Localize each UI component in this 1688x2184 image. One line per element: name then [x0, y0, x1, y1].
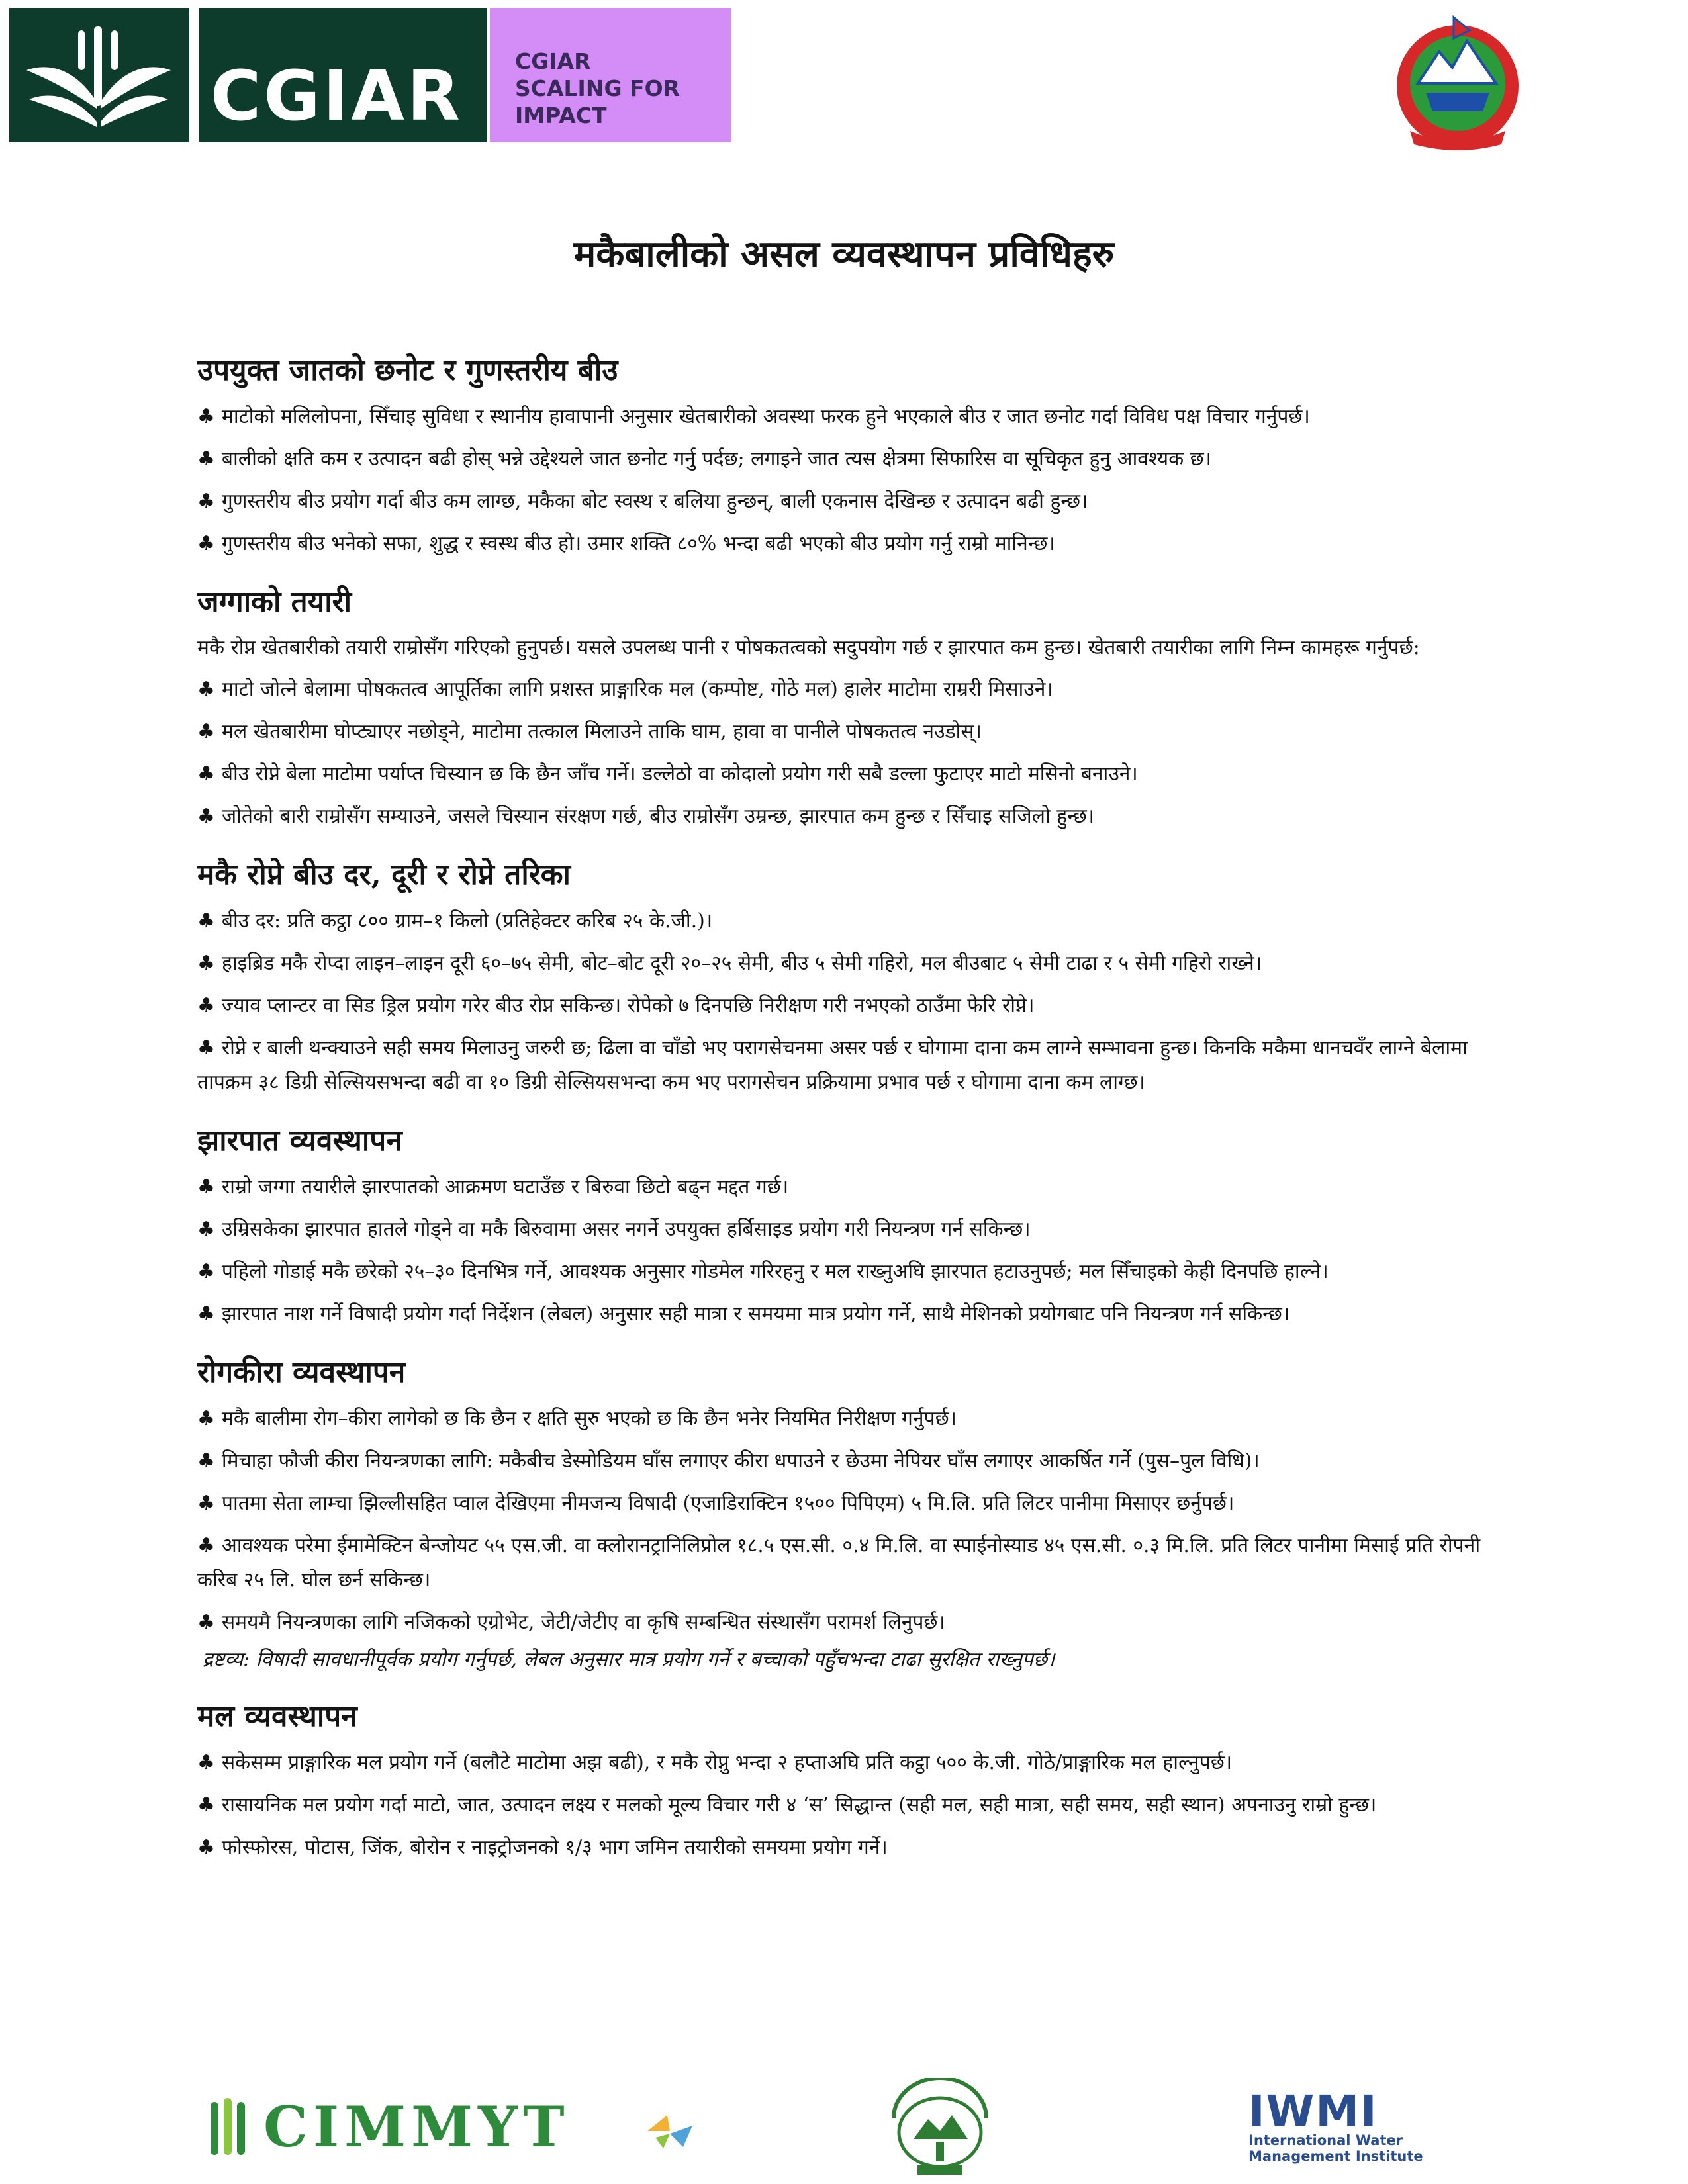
- list-item: [197, 757, 1495, 792]
- list-item-text: रोप्ने र बाली थन्क्याउने सही समय मिलाउनु जरुरी छ; ढिला वा चाँडो भए परागसेचनमा असर पर्छ र घोगामा दाना कम लाग्ने सम्भावना हुन्छ। किनकि मकैमा धानचवँर लाग्ने बेलामा तापक्रम ३८ डिग्री सेल्सियसभन्दा बढी वा १० डिग्री सेल्सियसभन्दा कम भए परागसेचन प्रक्रियामा प्रभाव पर्छ र घोगामा दाना कम लाग्छ।: [197, 1036, 1468, 1094]
- iwmi-subtitle: International Water: [1248, 2132, 1403, 2148]
- list-item: [197, 1486, 1495, 1521]
- section-heading: जग्गाको तयारी: [197, 585, 352, 619]
- list-item-text: पहिलो गोडाई मकै छरेको २५–३० दिनभित्र गर्ने, आवश्यक अनुसार गोडमेल गरिरहनु र मल राख्नुअघि झारपात हटाउनुपर्छ; मल सिँचाइको केही दिनपछि हाल्ने।: [221, 1260, 1329, 1283]
- list-item-text: जोतेको बारी राम्रोसँग सम्याउने, जसले चिस्यान संरक्षण गर्छ, बीउ राम्रोसँग उम्रन्छ, झारपात कम हुन्छ र सिँचाइ सजिलो हुन्छ।: [221, 805, 1095, 828]
- list-item-text: मल खेतबारीमा घोप्ट्याएर नछोड्ने, माटोमा तत्काल मिलाउने ताकि घाम, हावा वा पानीले पोषकतत्व नउडोस्।: [221, 720, 982, 743]
- list-item: [197, 1746, 1495, 1780]
- club-bullet-icon: ♣: [197, 1218, 215, 1241]
- list-item: [197, 672, 1495, 707]
- scaling-line: CGIAR: [515, 48, 591, 74]
- list-item: [197, 904, 1495, 938]
- caution-note: द्रष्टव्य: विषादी सावधानीपूर्वक प्रयोग गर्नुपर्छ, लेबल अनुसार मात्र प्रयोग गर्ने र बच्चाको पहुँचभन्दा टाढा सुरक्षित राख्नुपर्छ।: [203, 1648, 1055, 1671]
- list-item-text: गुणस्तरीय बीउ भनेको सफा, शुद्ध र स्वस्थ बीउ हो। उमार शक्ति ८०% भन्दा बढी भएको बीउ प्रयोग गर्नु राम्रो मानिन्छ।: [221, 532, 1055, 555]
- narc-emblem-icon: [880, 2078, 1000, 2177]
- list-item: [197, 1788, 1495, 1823]
- club-bullet-icon: ♣: [197, 1260, 215, 1283]
- club-bullet-icon: ♣: [197, 1611, 215, 1634]
- club-bullet-icon: ♣: [197, 1036, 215, 1060]
- list-item-text: गुणस्तरीय बीउ प्रयोग गर्दा बीउ कम लाग्छ, मकैका बोट स्वस्थ र बलिया हुन्छन्, बाली एकनास देखिन्छ र उत्पादन बढी हुन्छ।: [221, 490, 1088, 513]
- list-item-text: उम्रिसकेका झारपात हातले गोड्ने वा मकै बिरुवामा असर नगर्ने उपयुक्त हर्बिसाइड प्रयोग गरी नियन्त्रण गर्न सकिन्छ।: [221, 1218, 1031, 1241]
- list-item-text: झारपात नाश गर्ने विषादी प्रयोग गर्दा निर्देशन (लेबल) अनुसार सही मात्रा र समयमा मात्र प्रयोग गर्ने, साथै मेशिनको प्रयोगबाट पनि नियन्त्रण गर्न सकिन्छ।: [221, 1302, 1290, 1326]
- club-bullet-icon: ♣: [197, 447, 215, 471]
- list-item-text: बालीको क्षति कम र उत्पादन बढी होस् भन्ने उद्देश्यले जात छनोट गर्नु पर्दछ; लगाइने जात त्यस क्षेत्रमा सिफारिस वा सूचिकृत हुनु आवश्यक छ।: [221, 447, 1212, 471]
- section-weed-management: [197, 1121, 1495, 1332]
- scaling-line: SCALING FOR: [515, 75, 680, 101]
- list-item: [197, 1444, 1495, 1479]
- iwmi-wordmark: IWMI: [1248, 2086, 1378, 2137]
- nepal-emblem-icon: [1383, 15, 1532, 151]
- list-item-text: आवश्यक परेमा ईमामेक्टिन बेन्जोयट ५५ एस.जी. वा क्लोरानट्रानिलिप्रोल १८.५ एस.सी. ०.४ मि.लि. वा स्पाईनोस्याड ४५ एस.सी. ०.३ मि.लि. प्रति लिटर पानीमा मिसाई प्रति रोपनी करिब २५ लि. घोल छर्न सकिन्छ।: [197, 1534, 1481, 1592]
- club-bullet-icon: ♣: [197, 720, 215, 743]
- list-item: [197, 1212, 1495, 1247]
- list-item: [197, 1170, 1495, 1205]
- section-heading: मकै रोप्ने बीउ दर, दूरी र रोप्ने तरिका: [197, 858, 571, 891]
- list-item: [197, 1606, 1495, 1640]
- list-item: [197, 715, 1495, 749]
- club-bullet-icon: ♣: [197, 909, 215, 933]
- club-bullet-icon: ♣: [197, 1492, 215, 1515]
- club-bullet-icon: ♣: [197, 1794, 215, 1817]
- section-pest-management: [197, 1353, 1495, 1676]
- cimmyt-wordmark: CIMMYT: [263, 2094, 570, 2160]
- list-item: [197, 1031, 1495, 1100]
- list-item: [197, 484, 1495, 519]
- list-item-text: बीउ दर: प्रति कट्ठा ८०० ग्राम–१ किलो (प्रतिहेक्टर करिब २५ के.जी.)।: [221, 909, 713, 933]
- list-item-text: रासायनिक मल प्रयोग गर्दा माटो, जात, उत्पादन लक्ष्य र मलको मूल्य विचार गरी ४ ‘स’ सिद्धान्त (सही मल, सही मात्रा, सही समय, सही स्थान) अपनाउनु राम्रो हुन्छ।: [221, 1794, 1377, 1817]
- list-item: [197, 1402, 1495, 1436]
- scaling-for-impact-logo: [490, 8, 731, 142]
- list-item-text: माटोको मलिलोपना, सिँचाइ सुविधा र स्थानीय हावापानी अनुसार खेतबारीको अवस्था फरक हुने भएकाले बीउ र जात छनोट गर्दा विविध पक्ष विचार गर्नुपर्छ।: [221, 405, 1310, 428]
- list-item: [197, 1255, 1495, 1289]
- section-seed-rate-spacing: [197, 855, 1495, 1100]
- wheat-stalks-icon: [207, 2097, 253, 2158]
- club-bullet-icon: ♣: [197, 1407, 215, 1430]
- list-item: [197, 799, 1495, 834]
- club-bullet-icon: ♣: [197, 762, 215, 786]
- section-fertilizer-management: [197, 1697, 1495, 1865]
- club-bullet-icon: ♣: [197, 1302, 215, 1326]
- iwmi-subtitle: Management Institute: [1248, 2148, 1423, 2164]
- list-item-text: फोस्फोरस, पोटास, जिंक, बोरोन र नाइट्रोजनको १/३ भाग जमिन तयारीको समयमा प्रयोग गर्ने।: [221, 1836, 888, 1859]
- club-bullet-icon: ♣: [197, 1175, 215, 1199]
- section-heading: रोगकीरा व्यवस्थापन: [197, 1355, 406, 1389]
- cimmyt-logo: [207, 2094, 710, 2160]
- cgiar-wordmark: CGIAR: [211, 56, 463, 136]
- wheat-icon: [23, 23, 175, 128]
- list-item-text: मिचाहा फौजी कीरा नियन्त्रणका लागि: मकैबीच डेस्मोडियम घाँस लगाएर कीरा धपाउने र छेउमा नेपियर घाँस लगाएर आकर्षित गर्ने (पुस–पुल विधि)।: [221, 1449, 1260, 1473]
- list-item: [197, 946, 1495, 981]
- section-heading: उपयुक्त जातको छनोट र गुणस्तरीय बीउ: [197, 353, 618, 387]
- list-item-text: माटो जोत्ने बेलामा पोषकतत्व आपूर्तिका लागि प्रशस्त प्राङ्गारिक मल (कम्पोष्ट, गोठे मल) हालेर माटोमा राम्ररी मिसाउने।: [221, 678, 1053, 701]
- cgiar-logo: [9, 8, 487, 142]
- section-intro: मकै रोप्न खेतबारीको तयारी राम्रोसँग गरिएको हुनुपर्छ। यसले उपलब्ध पानी र पोषकतत्वको सदुपयोग गर्छ र झारपात कम हुन्छ। खेतबारी तयारीका लागि निम्न कामहरू गर्नुपर्छ:: [197, 636, 1420, 659]
- list-item: [197, 442, 1495, 477]
- club-bullet-icon: ♣: [197, 1751, 215, 1774]
- list-item-text: मकै बालीमा रोग–कीरा लागेको छ कि छैन र क्षति सुरु भएको छ कि छैन भनेर नियमित निरीक्षण गर्नुपर्छ।: [221, 1407, 957, 1430]
- document-body: [197, 351, 1495, 1886]
- section-land-preparation: [197, 582, 1495, 834]
- list-item: [197, 989, 1495, 1023]
- list-item: [197, 1297, 1495, 1332]
- list-item: [197, 1831, 1495, 1865]
- list-item-text: राम्रो जग्गा तयारीले झारपातको आक्रमण घटाउँछ र बिरुवा छिटो बढ्न मद्दत गर्छ।: [221, 1175, 789, 1199]
- list-item-text: बीउ रोप्ने बेला माटोमा पर्याप्त चिस्यान छ कि छैन जाँच गर्ने। डल्लेठो वा कोदालो प्रयोग गरी सबै डल्ला फुटाएर माटो मसिनो बनाउने।: [221, 762, 1138, 786]
- list-item-text: समयमै नियन्त्रणका लागि नजिकको एग्रोभेट, जेटी/जेटीए वा कृषि सम्बन्धित संस्थासँग परामर्श लिनुपर्छ।: [221, 1611, 945, 1634]
- section-seed-selection: [197, 351, 1495, 561]
- club-bullet-icon: ♣: [197, 405, 215, 428]
- leaf-accent-icon: [643, 2111, 696, 2151]
- logo-divider: [189, 8, 199, 142]
- list-item: [197, 1529, 1495, 1598]
- list-item-text: पातमा सेता लाम्चा झिल्लीसहित प्वाल देखिएमा नीमजन्य विषादी (एजाडिराक्टिन १५०० पिपिएम) ५ मि.लि. प्रति लिटर पानीमा मिसाएर छर्नुपर्छ।: [221, 1492, 1235, 1515]
- club-bullet-icon: ♣: [197, 678, 215, 701]
- club-bullet-icon: ♣: [197, 532, 215, 555]
- club-bullet-icon: ♣: [197, 1449, 215, 1473]
- list-item-text: हाइब्रिड मकै रोप्दा लाइन–लाइन दूरी ६०–७५ सेमी, बोट–बोट दूरी २०–२५ सेमी, बीउ ५ सेमी गहिरो, मल बीउबाट ५ सेमी टाढा र ५ सेमी गहिरो राख्ने।: [221, 952, 1262, 975]
- club-bullet-icon: ♣: [197, 490, 215, 513]
- club-bullet-icon: ♣: [197, 994, 215, 1017]
- list-item-text: ज्याव प्लान्टर वा सिड ड्रिल प्रयोग गरेर बीउ रोप्न सकिन्छ। रोपेको ७ दिनपछि निरीक्षण गरी नभएको ठाउँमा फेरि रोप्ने।: [221, 994, 1035, 1017]
- section-heading: मल व्यवस्थापन: [197, 1700, 357, 1733]
- section-heading: झारपात व्यवस्थापन: [197, 1124, 402, 1158]
- iwmi-logo: [1248, 2086, 1460, 2171]
- list-item-text: सकेसम्म प्राङ्गारिक मल प्रयोग गर्ने (बलौटे माटोमा अझ बढी), र मकै रोप्नु भन्दा २ हप्ताअघि प्रति कट्ठा ५०० के.जी. गोठे/प्राङ्गारिक मल हाल्नुपर्छ।: [221, 1751, 1233, 1774]
- list-item: [197, 527, 1495, 561]
- list-item: [197, 400, 1495, 434]
- club-bullet-icon: ♣: [197, 1836, 215, 1859]
- scaling-line: IMPACT: [515, 103, 607, 128]
- page-title: मकैबालीको असल व्यवस्थापन प्रविधिहरु: [573, 232, 1115, 276]
- club-bullet-icon: ♣: [197, 952, 215, 975]
- club-bullet-icon: ♣: [197, 805, 215, 828]
- club-bullet-icon: ♣: [197, 1534, 215, 1557]
